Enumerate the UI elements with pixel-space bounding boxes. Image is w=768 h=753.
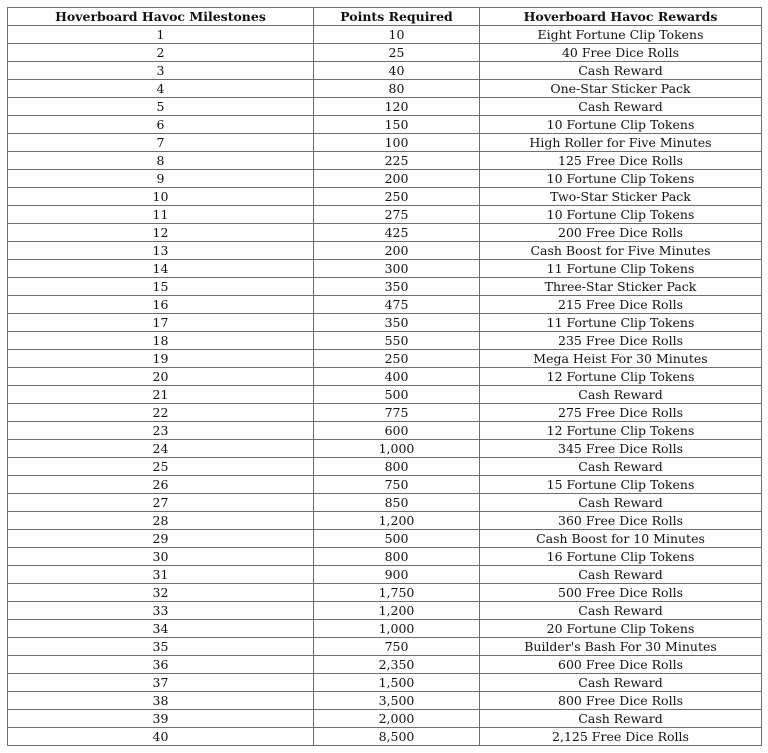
- milestone-cell: 6: [8, 116, 314, 134]
- table-row: [8, 152, 762, 170]
- table-row: [8, 98, 762, 116]
- table-row: [8, 566, 762, 584]
- points-cell: 1,200: [314, 512, 480, 530]
- reward-cell: 600 Free Dice Rolls: [480, 656, 762, 674]
- milestones-table-container: [7, 7, 761, 746]
- points-cell: 300: [314, 260, 480, 278]
- points-cell: 25: [314, 44, 480, 62]
- points-cell: 2,350: [314, 656, 480, 674]
- milestone-cell: 8: [8, 152, 314, 170]
- milestone-cell: 14: [8, 260, 314, 278]
- milestones-table: [7, 7, 762, 746]
- milestone-cell: 22: [8, 404, 314, 422]
- milestone-cell: 37: [8, 674, 314, 692]
- reward-cell: 345 Free Dice Rolls: [480, 440, 762, 458]
- milestone-cell: 27: [8, 494, 314, 512]
- table-row: [8, 368, 762, 386]
- table-row: [8, 422, 762, 440]
- points-cell: 750: [314, 638, 480, 656]
- points-cell: 3,500: [314, 692, 480, 710]
- table-row: [8, 332, 762, 350]
- milestone-cell: 5: [8, 98, 314, 116]
- milestone-cell: 26: [8, 476, 314, 494]
- header-rewards: Hoverboard Havoc Rewards: [480, 8, 762, 26]
- milestone-cell: 18: [8, 332, 314, 350]
- milestone-cell: 38: [8, 692, 314, 710]
- table-row: [8, 188, 762, 206]
- milestone-cell: 40: [8, 728, 314, 746]
- table-body: [8, 26, 762, 746]
- points-cell: 1,750: [314, 584, 480, 602]
- milestone-cell: 24: [8, 440, 314, 458]
- table-row: [8, 584, 762, 602]
- milestone-cell: 29: [8, 530, 314, 548]
- table-row: [8, 494, 762, 512]
- table-row: [8, 620, 762, 638]
- milestone-cell: 31: [8, 566, 314, 584]
- points-cell: 750: [314, 476, 480, 494]
- milestone-cell: 2: [8, 44, 314, 62]
- reward-cell: 15 Fortune Clip Tokens: [480, 476, 762, 494]
- table-row: [8, 656, 762, 674]
- milestone-cell: 3: [8, 62, 314, 80]
- points-cell: 100: [314, 134, 480, 152]
- table-row: [8, 116, 762, 134]
- points-cell: 1,200: [314, 602, 480, 620]
- table-row: [8, 386, 762, 404]
- points-cell: 400: [314, 368, 480, 386]
- reward-cell: 215 Free Dice Rolls: [480, 296, 762, 314]
- table-row: [8, 134, 762, 152]
- reward-cell: Cash Reward: [480, 566, 762, 584]
- points-cell: 40: [314, 62, 480, 80]
- table-row: [8, 260, 762, 278]
- reward-cell: Mega Heist For 30 Minutes: [480, 350, 762, 368]
- points-cell: 275: [314, 206, 480, 224]
- table-row: [8, 206, 762, 224]
- points-cell: 225: [314, 152, 480, 170]
- table-row: [8, 224, 762, 242]
- reward-cell: 12 Fortune Clip Tokens: [480, 422, 762, 440]
- table-row: [8, 548, 762, 566]
- points-cell: 200: [314, 242, 480, 260]
- points-cell: 1,000: [314, 620, 480, 638]
- milestone-cell: 11: [8, 206, 314, 224]
- milestone-cell: 19: [8, 350, 314, 368]
- table-row: [8, 638, 762, 656]
- reward-cell: 10 Fortune Clip Tokens: [480, 116, 762, 134]
- reward-cell: Cash Reward: [480, 602, 762, 620]
- reward-cell: 125 Free Dice Rolls: [480, 152, 762, 170]
- reward-cell: 16 Fortune Clip Tokens: [480, 548, 762, 566]
- table-row: [8, 476, 762, 494]
- reward-cell: Two-Star Sticker Pack: [480, 188, 762, 206]
- points-cell: 850: [314, 494, 480, 512]
- reward-cell: Cash Reward: [480, 62, 762, 80]
- milestone-cell: 9: [8, 170, 314, 188]
- points-cell: 900: [314, 566, 480, 584]
- table-row: [8, 26, 762, 44]
- points-cell: 500: [314, 530, 480, 548]
- points-cell: 120: [314, 98, 480, 116]
- reward-cell: Cash Reward: [480, 386, 762, 404]
- milestone-cell: 12: [8, 224, 314, 242]
- milestone-cell: 7: [8, 134, 314, 152]
- table-row: [8, 296, 762, 314]
- milestone-cell: 36: [8, 656, 314, 674]
- reward-cell: Cash Reward: [480, 494, 762, 512]
- table-row: [8, 242, 762, 260]
- table-row: [8, 350, 762, 368]
- table-row: [8, 314, 762, 332]
- milestone-cell: 33: [8, 602, 314, 620]
- points-cell: 475: [314, 296, 480, 314]
- table-row: [8, 512, 762, 530]
- points-cell: 1,500: [314, 674, 480, 692]
- milestone-cell: 4: [8, 80, 314, 98]
- reward-cell: One-Star Sticker Pack: [480, 80, 762, 98]
- points-cell: 800: [314, 458, 480, 476]
- milestone-cell: 13: [8, 242, 314, 260]
- reward-cell: 20 Fortune Clip Tokens: [480, 620, 762, 638]
- table-row: [8, 692, 762, 710]
- reward-cell: 10 Fortune Clip Tokens: [480, 170, 762, 188]
- reward-cell: 40 Free Dice Rolls: [480, 44, 762, 62]
- header-points-required: Points Required: [314, 8, 480, 26]
- reward-cell: 275 Free Dice Rolls: [480, 404, 762, 422]
- reward-cell: 800 Free Dice Rolls: [480, 692, 762, 710]
- reward-cell: Cash Reward: [480, 98, 762, 116]
- reward-cell: Cash Reward: [480, 458, 762, 476]
- table-row: [8, 44, 762, 62]
- points-cell: 250: [314, 188, 480, 206]
- points-cell: 425: [314, 224, 480, 242]
- points-cell: 80: [314, 80, 480, 98]
- points-cell: 200: [314, 170, 480, 188]
- points-cell: 550: [314, 332, 480, 350]
- points-cell: 1,000: [314, 440, 480, 458]
- points-cell: 800: [314, 548, 480, 566]
- reward-cell: 200 Free Dice Rolls: [480, 224, 762, 242]
- points-cell: 775: [314, 404, 480, 422]
- points-cell: 600: [314, 422, 480, 440]
- reward-cell: 235 Free Dice Rolls: [480, 332, 762, 350]
- reward-cell: 10 Fortune Clip Tokens: [480, 206, 762, 224]
- points-cell: 350: [314, 314, 480, 332]
- points-cell: 8,500: [314, 728, 480, 746]
- table-row: [8, 530, 762, 548]
- reward-cell: 500 Free Dice Rolls: [480, 584, 762, 602]
- milestone-cell: 32: [8, 584, 314, 602]
- points-cell: 500: [314, 386, 480, 404]
- reward-cell: Cash Boost for 10 Minutes: [480, 530, 762, 548]
- points-cell: 350: [314, 278, 480, 296]
- points-cell: 150: [314, 116, 480, 134]
- table-row: [8, 602, 762, 620]
- milestone-cell: 21: [8, 386, 314, 404]
- reward-cell: 11 Fortune Clip Tokens: [480, 260, 762, 278]
- milestone-cell: 25: [8, 458, 314, 476]
- reward-cell: High Roller for Five Minutes: [480, 134, 762, 152]
- points-cell: 2,000: [314, 710, 480, 728]
- reward-cell: Cash Reward: [480, 710, 762, 728]
- table-row: [8, 62, 762, 80]
- table-row: [8, 710, 762, 728]
- reward-cell: 12 Fortune Clip Tokens: [480, 368, 762, 386]
- milestone-cell: 30: [8, 548, 314, 566]
- reward-cell: Cash Reward: [480, 674, 762, 692]
- table-header: [8, 8, 762, 26]
- header-milestones: Hoverboard Havoc Milestones: [8, 8, 314, 26]
- points-cell: 250: [314, 350, 480, 368]
- milestone-cell: 10: [8, 188, 314, 206]
- milestone-cell: 35: [8, 638, 314, 656]
- reward-cell: 2,125 Free Dice Rolls: [480, 728, 762, 746]
- milestone-cell: 1: [8, 26, 314, 44]
- table-row: [8, 440, 762, 458]
- table-row: [8, 728, 762, 746]
- reward-cell: Three-Star Sticker Pack: [480, 278, 762, 296]
- milestone-cell: 39: [8, 710, 314, 728]
- milestone-cell: 23: [8, 422, 314, 440]
- points-cell: 10: [314, 26, 480, 44]
- reward-cell: Cash Boost for Five Minutes: [480, 242, 762, 260]
- table-row: [8, 458, 762, 476]
- milestone-cell: 28: [8, 512, 314, 530]
- milestone-cell: 20: [8, 368, 314, 386]
- reward-cell: Builder's Bash For 30 Minutes: [480, 638, 762, 656]
- reward-cell: 360 Free Dice Rolls: [480, 512, 762, 530]
- milestone-cell: 15: [8, 278, 314, 296]
- table-row: [8, 404, 762, 422]
- table-row: [8, 674, 762, 692]
- header-row: [8, 8, 762, 26]
- reward-cell: Eight Fortune Clip Tokens: [480, 26, 762, 44]
- milestone-cell: 16: [8, 296, 314, 314]
- milestone-cell: 17: [8, 314, 314, 332]
- table-row: [8, 278, 762, 296]
- milestone-cell: 34: [8, 620, 314, 638]
- reward-cell: 11 Fortune Clip Tokens: [480, 314, 762, 332]
- table-row: [8, 170, 762, 188]
- table-row: [8, 80, 762, 98]
